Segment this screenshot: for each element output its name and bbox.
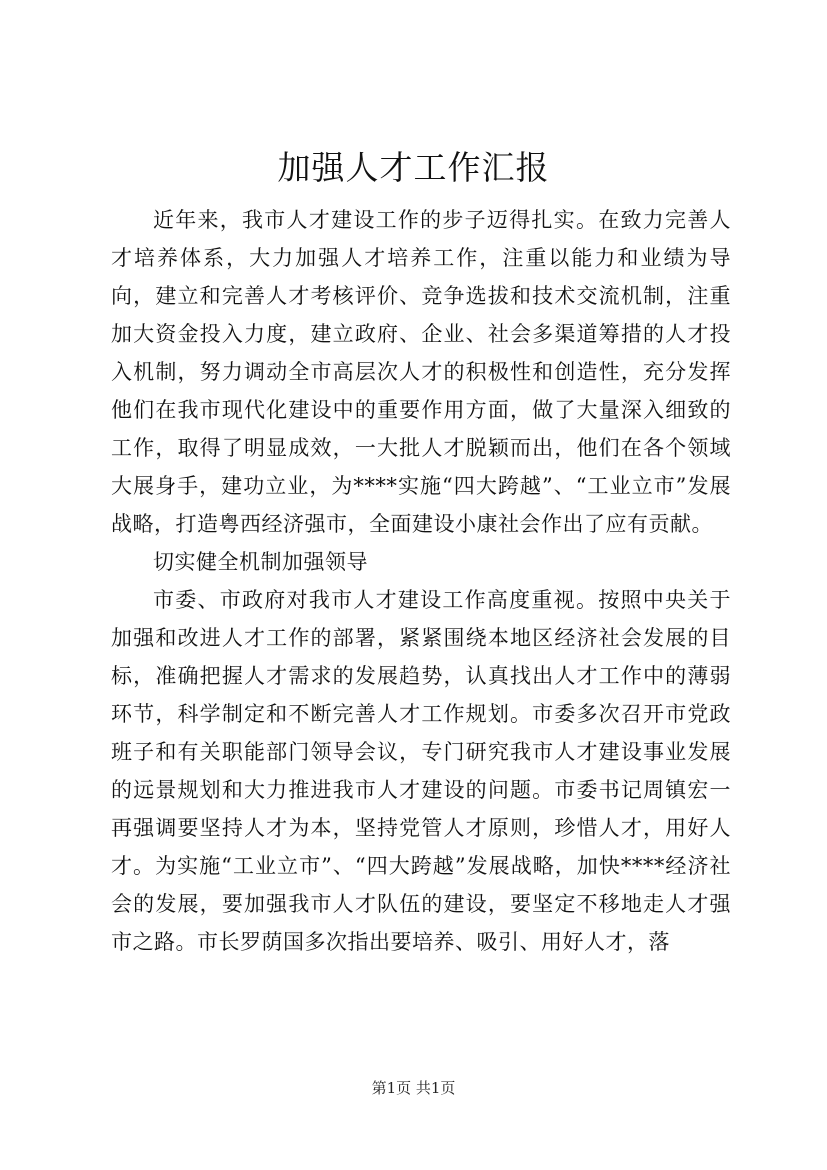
section-heading: 切实健全机制加强领导 (153, 550, 368, 574)
document-body (111, 201, 731, 961)
intro-paragraph: 近年来，我市人才建设工作的步子迈得扎实。在致力完善人才培养体系，大力加强人才培养工作，注重以能力和业绩为导向，建立和完善人才考核评价、竞争选拔和技术交流机制，注重加大资金投入力度，建立政府、企业、社会多渠道筹措的人才投入机制，努力调动全市高层次人才的积极性和创造性，充分发挥他们在我市现代化建设中的重要作用方面，做了大量深入细致的工作，取得了明显成效，一大批人才脱颖而出，他们在各个领域大展身手，建功立业，为****实施“四大跨越”、“工业立市”发展战略，打造粤西经济强市，全面建设小康社会作出了应有贡献。 (111, 208, 731, 536)
section-paragraph: 市委、市政府对我市人才建设工作高度重视。按照中央关于加强和改进人才工作的部署，紧紧围绕本地区经济社会发展的目标，准确把握人才需求的发展趋势，认真找出人才工作中的薄弱环节，科学制定和不断完善人才工作规划。市委多次召开市党政班子和有关职能部门领导会议，专门研究我市人才建设事业发展的远景规划和大力推进我市人才建设的问题。市委书记周镇宏一再强调要坚持人才为本，坚持党管人才原则，珍惜人才，用好人才。为实施“工业立市”、“四大跨越”发展战略，加快****经济社会的发展，要加强我市人才队伍的建设，要坚定不移地走人才强市之路。市长罗荫国多次指出要培养、吸引、用好人才，落 (111, 588, 731, 954)
page-footer: 第1页 共1页 (371, 1079, 456, 1097)
document-title: 加强人才工作汇报 (277, 148, 550, 187)
